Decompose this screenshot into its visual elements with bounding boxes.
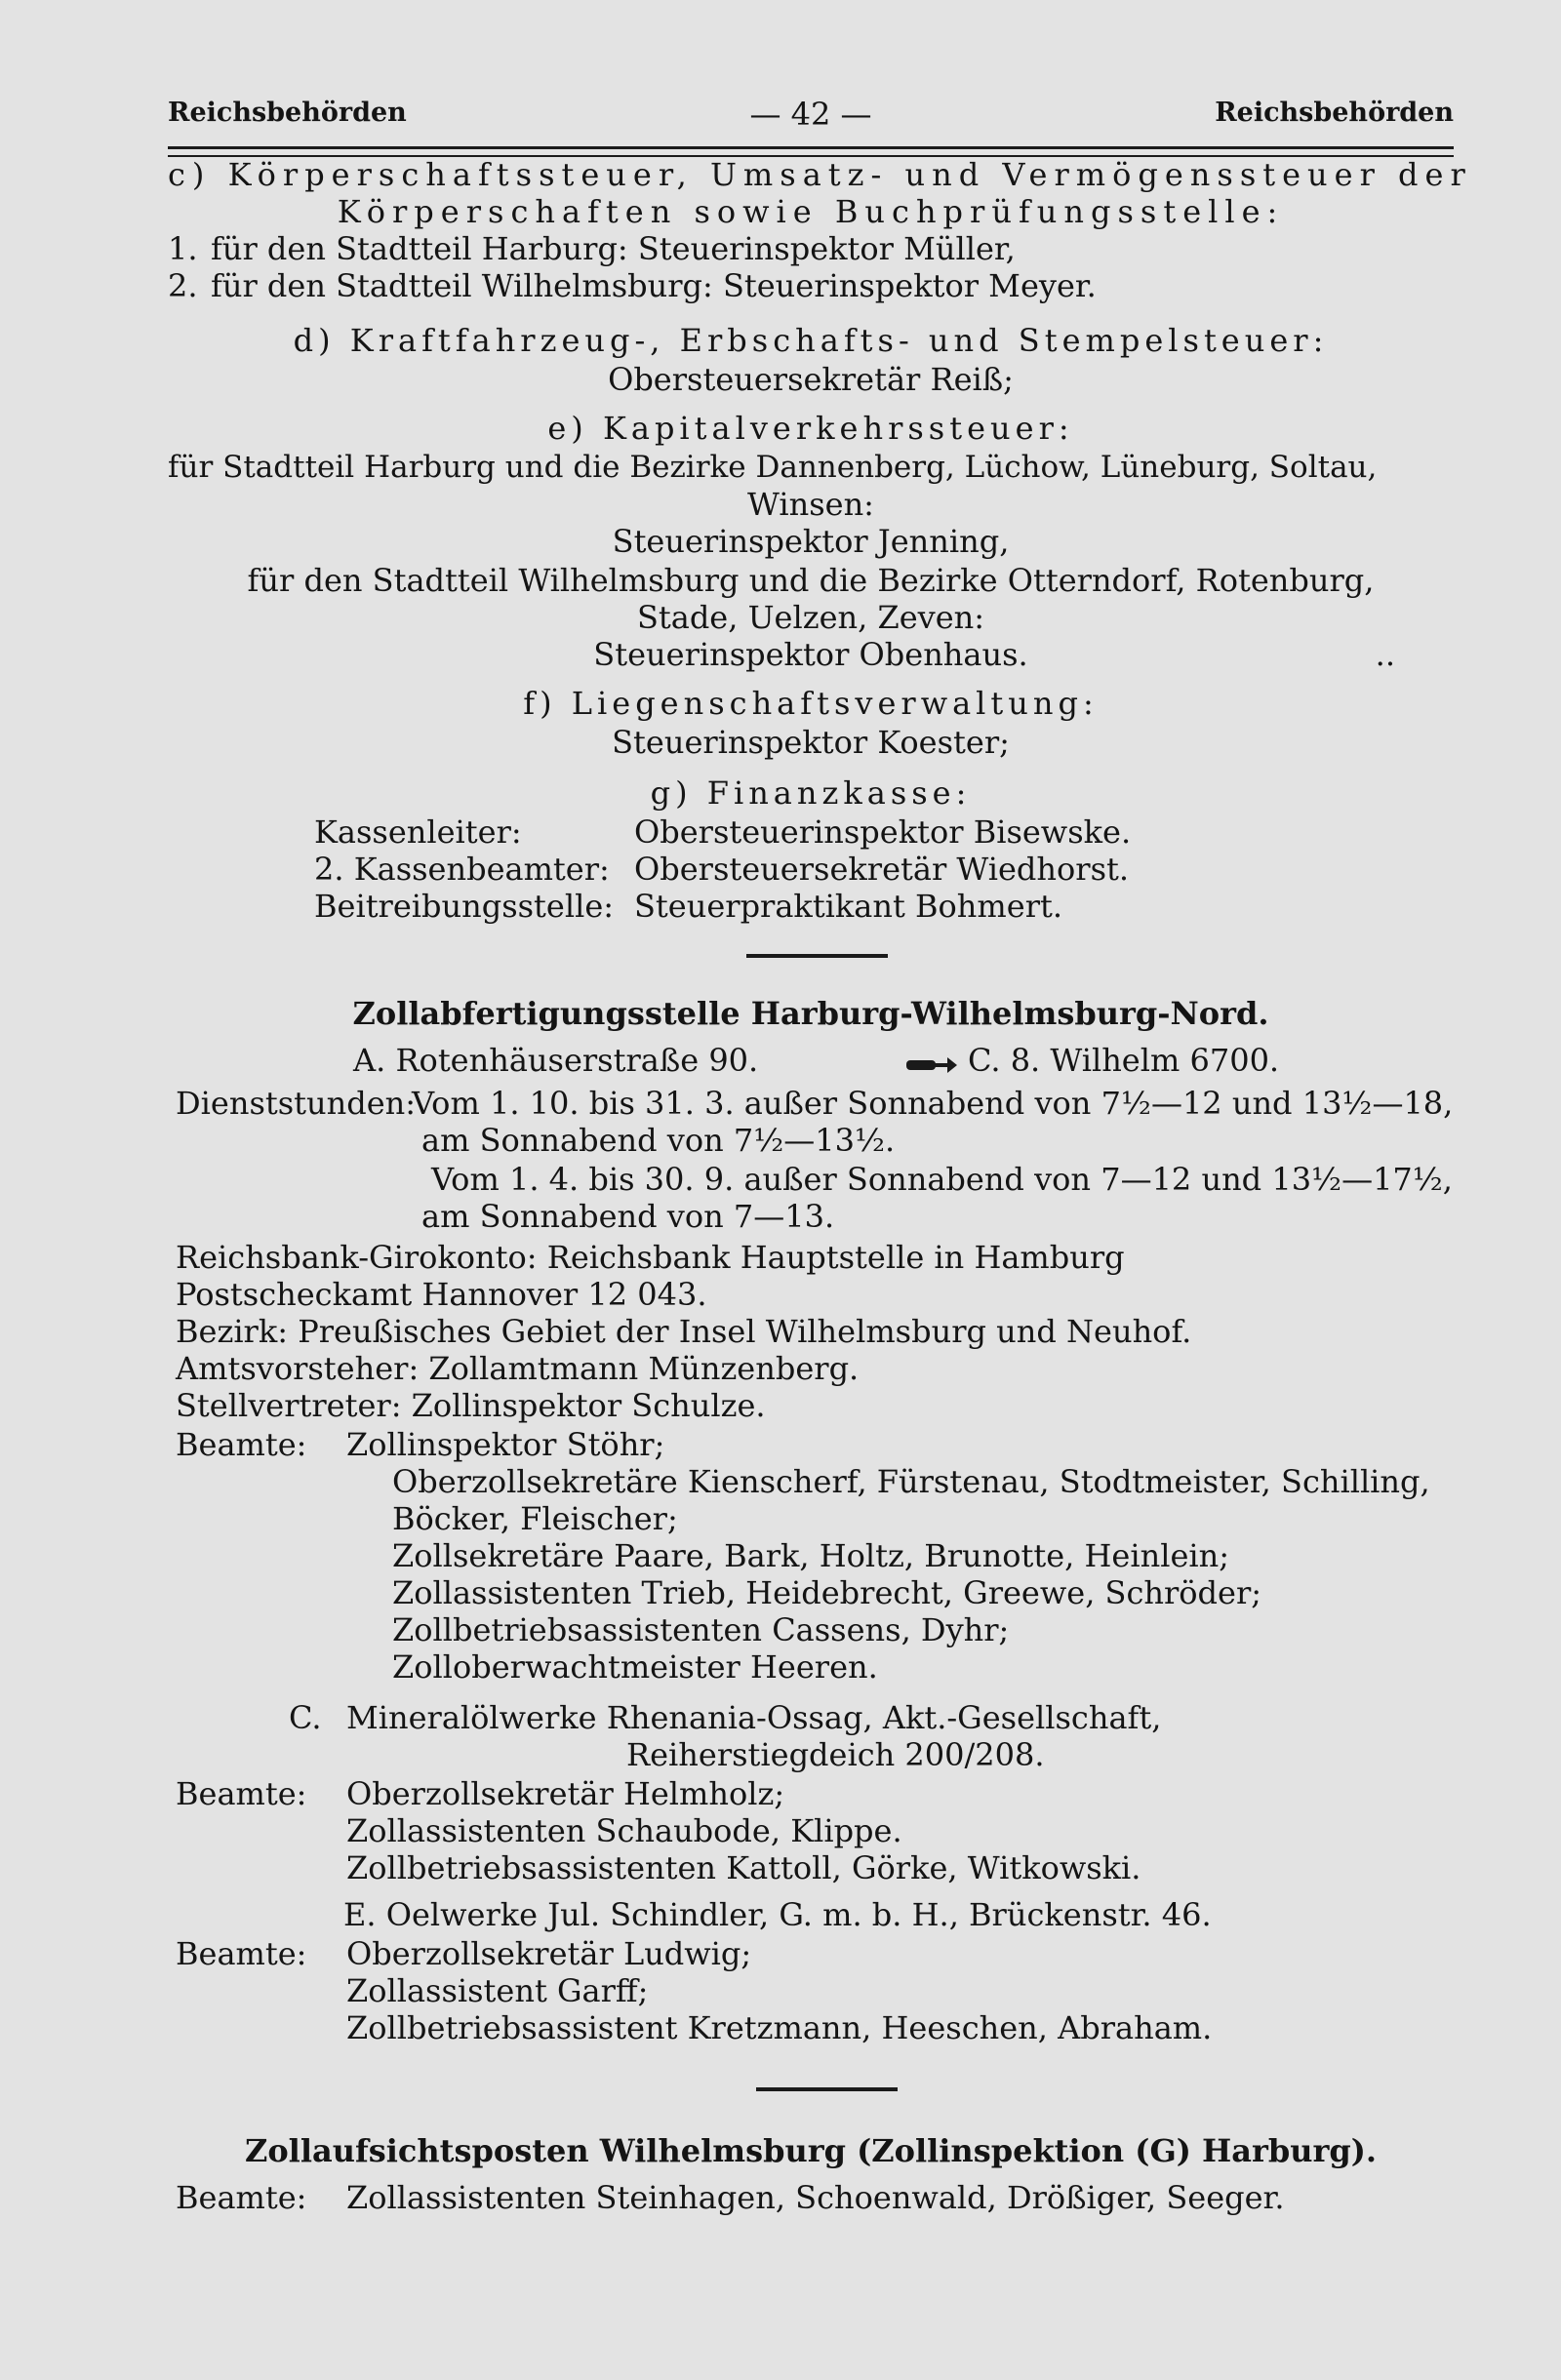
section-c-title-1: c) Körperschaftssteuer, Umsatz- und Vermögenssteuer der [168,156,1472,193]
section-e-title: e) Kapitalverkehrssteuer: [547,410,1074,447]
row-value: Obersteuerinspektor Bisewske. [634,813,1132,851]
section-c-item-2 [168,267,1454,304]
staff-text: Zollinspektor Stöhr; [346,1426,665,1463]
section-f-line: Steuerinspektor Koester; [612,724,1010,761]
staff-label: Beamte: [176,1426,307,1463]
staff-text: Zolloberwachtmeister Heeren. [392,1648,878,1686]
section-d-title: d) Kraftfahrzeug-, Erbschafts- und Stempelsteuer: [293,322,1329,359]
section-e-line-6 [168,636,1454,673]
staff-text: Oberzollsekretär Helmholz; [346,1775,785,1812]
telephone-icon [904,1048,959,1085]
section-d-line: Obersteuersekretär Reiß; [608,361,1014,398]
page-number: — 42 — [749,96,872,133]
section-c-title-2: Körperschaften sowie Buchprüfungsstelle: [337,193,1285,230]
office-hours-text: Vom 1. 10. bis 31. 3. außer Sonnabend von 7½—12 und 13½—18, [412,1085,1454,1122]
branch-e-text: E. Oelwerke Jul. Schindler, G. m. b. H., Brückenstr. 46. [343,1896,1212,1933]
row-label: Beitreibungsstelle: [314,888,615,925]
section-e-line-2: Winsen: [747,486,874,523]
office-hours-text: am Sonnabend von 7—13. [421,1198,835,1235]
ellipsis-dots: .. [1375,636,1395,673]
item-text: für den Stadtteil Harburg: Steuerinspektor Müller, [211,230,1016,267]
staff-text: Zollassistenten Steinhagen, Schoenwald, Drößiger, Seeger. [346,2179,1285,2216]
office-hours-text: am Sonnabend von 7½—13½. [421,1122,896,1159]
staff-label: Beamte: [176,1935,307,1972]
staff-text: Zollbetriebsassistenten Kattoll, Görke, Witkowski. [346,1849,1141,1886]
postal-check: Postscheckamt Hannover 12 043. [176,1276,707,1313]
aufsicht-title: Zollaufsichtsposten Wilhelmsburg (Zollinspektion (G) Harburg). [244,2132,1378,2169]
row-value: Steuerpraktikant Bohmert. [634,888,1063,925]
zoll-phone: C. 8. Wilhelm 6700. [968,1042,1280,1079]
staff-text: Zollassistenten Trieb, Heidebrecht, Greewe, Schröder; [392,1574,1262,1611]
section-e-line-4: für den Stadtteil Wilhelmsburg und die Bezirke Otterndorf, Rotenburg, [247,562,1375,599]
section-e-line-5: Stade, Uelzen, Zeven: [636,599,985,636]
row-label: 2. Kassenbeamter: [314,851,610,888]
branch-c-label: C. [289,1699,322,1736]
branch-c-text: Mineralölwerke Rhenania-Ossag, Akt.-Gesellschaft, [346,1699,1162,1736]
section-e-line-6-text: Steuerinspektor Obenhaus. [593,636,1028,673]
staff-text: Zollsekretäre Paare, Bark, Holtz, Brunotte, Heinlein; [392,1537,1229,1574]
staff-text: Zollassistent Garff; [346,1972,649,2009]
item-number: 2. [168,267,198,304]
running-header [168,94,1454,137]
deputy: Stellvertreter: Zollinspektor Schulze. [176,1387,766,1424]
staff-text: Oberzollsekretäre Kienscherf, Fürstenau, Stodtmeister, Schilling, [392,1463,1430,1500]
office-hours-label: Dienststunden: [176,1085,417,1122]
item-text: für den Stadtteil Wilhelmsburg: Steuerinspektor Meyer. [211,267,1097,304]
section-e-line-1: für Stadtteil Harburg und die Bezirke Dannenberg, Lüchow, Lüneburg, Soltau, [168,450,1378,485]
staff-text: Oberzollsekretär Ludwig; [346,1935,752,1972]
staff-label: Beamte: [176,2179,307,2216]
staff-text: Böcker, Fleischer; [392,1500,678,1537]
section-f-title: f) Liegenschaftsverwaltung: [523,685,1099,722]
section-c-item-1 [168,230,1454,267]
header-left: Reichsbehörden [168,98,407,128]
header-right: Reichsbehörden [1215,98,1454,128]
row-value: Obersteuersekretär Wiedhorst. [634,851,1130,888]
staff-text: Zollassistenten Schaubode, Klippe. [346,1812,902,1849]
office-hours-text: Vom 1. 4. bis 30. 9. außer Sonnabend von 7—12 und 13½—17½, [431,1161,1453,1198]
staff-text: Zollbetriebsassistent Kretzmann, Heeschen, Abraham. [346,2009,1213,2046]
zoll-address-text: A. Rotenhäuserstraße 90. [353,1042,759,1079]
item-number: 1. [168,230,198,267]
section-e-line-3: Steuerinspektor Jenning, [612,523,1010,560]
section-divider [756,2087,898,2091]
district: Bezirk: Preußisches Gebiet der Insel Wilhelmsburg und Neuhof. [176,1313,1192,1350]
staff-label: Beamte: [176,1775,307,1812]
row-label: Kassenleiter: [314,813,522,851]
office-head: Amtsvorsteher: Zollamtmann Münzenberg. [176,1350,860,1387]
section-divider [746,954,888,958]
section-g-title: g) Finanzkasse: [650,774,972,812]
branch-c-address-text: Reiherstiegdeich 200/208. [626,1736,1045,1773]
giro-account: Reichsbank-Girokonto: Reichsbank Hauptstelle in Hamburg [176,1239,1125,1276]
staff-text: Zollbetriebsassistenten Cassens, Dyhr; [392,1611,1010,1648]
zoll-title: Zollabfertigungsstelle Harburg-Wilhelmsburg-Nord. [352,995,1269,1032]
